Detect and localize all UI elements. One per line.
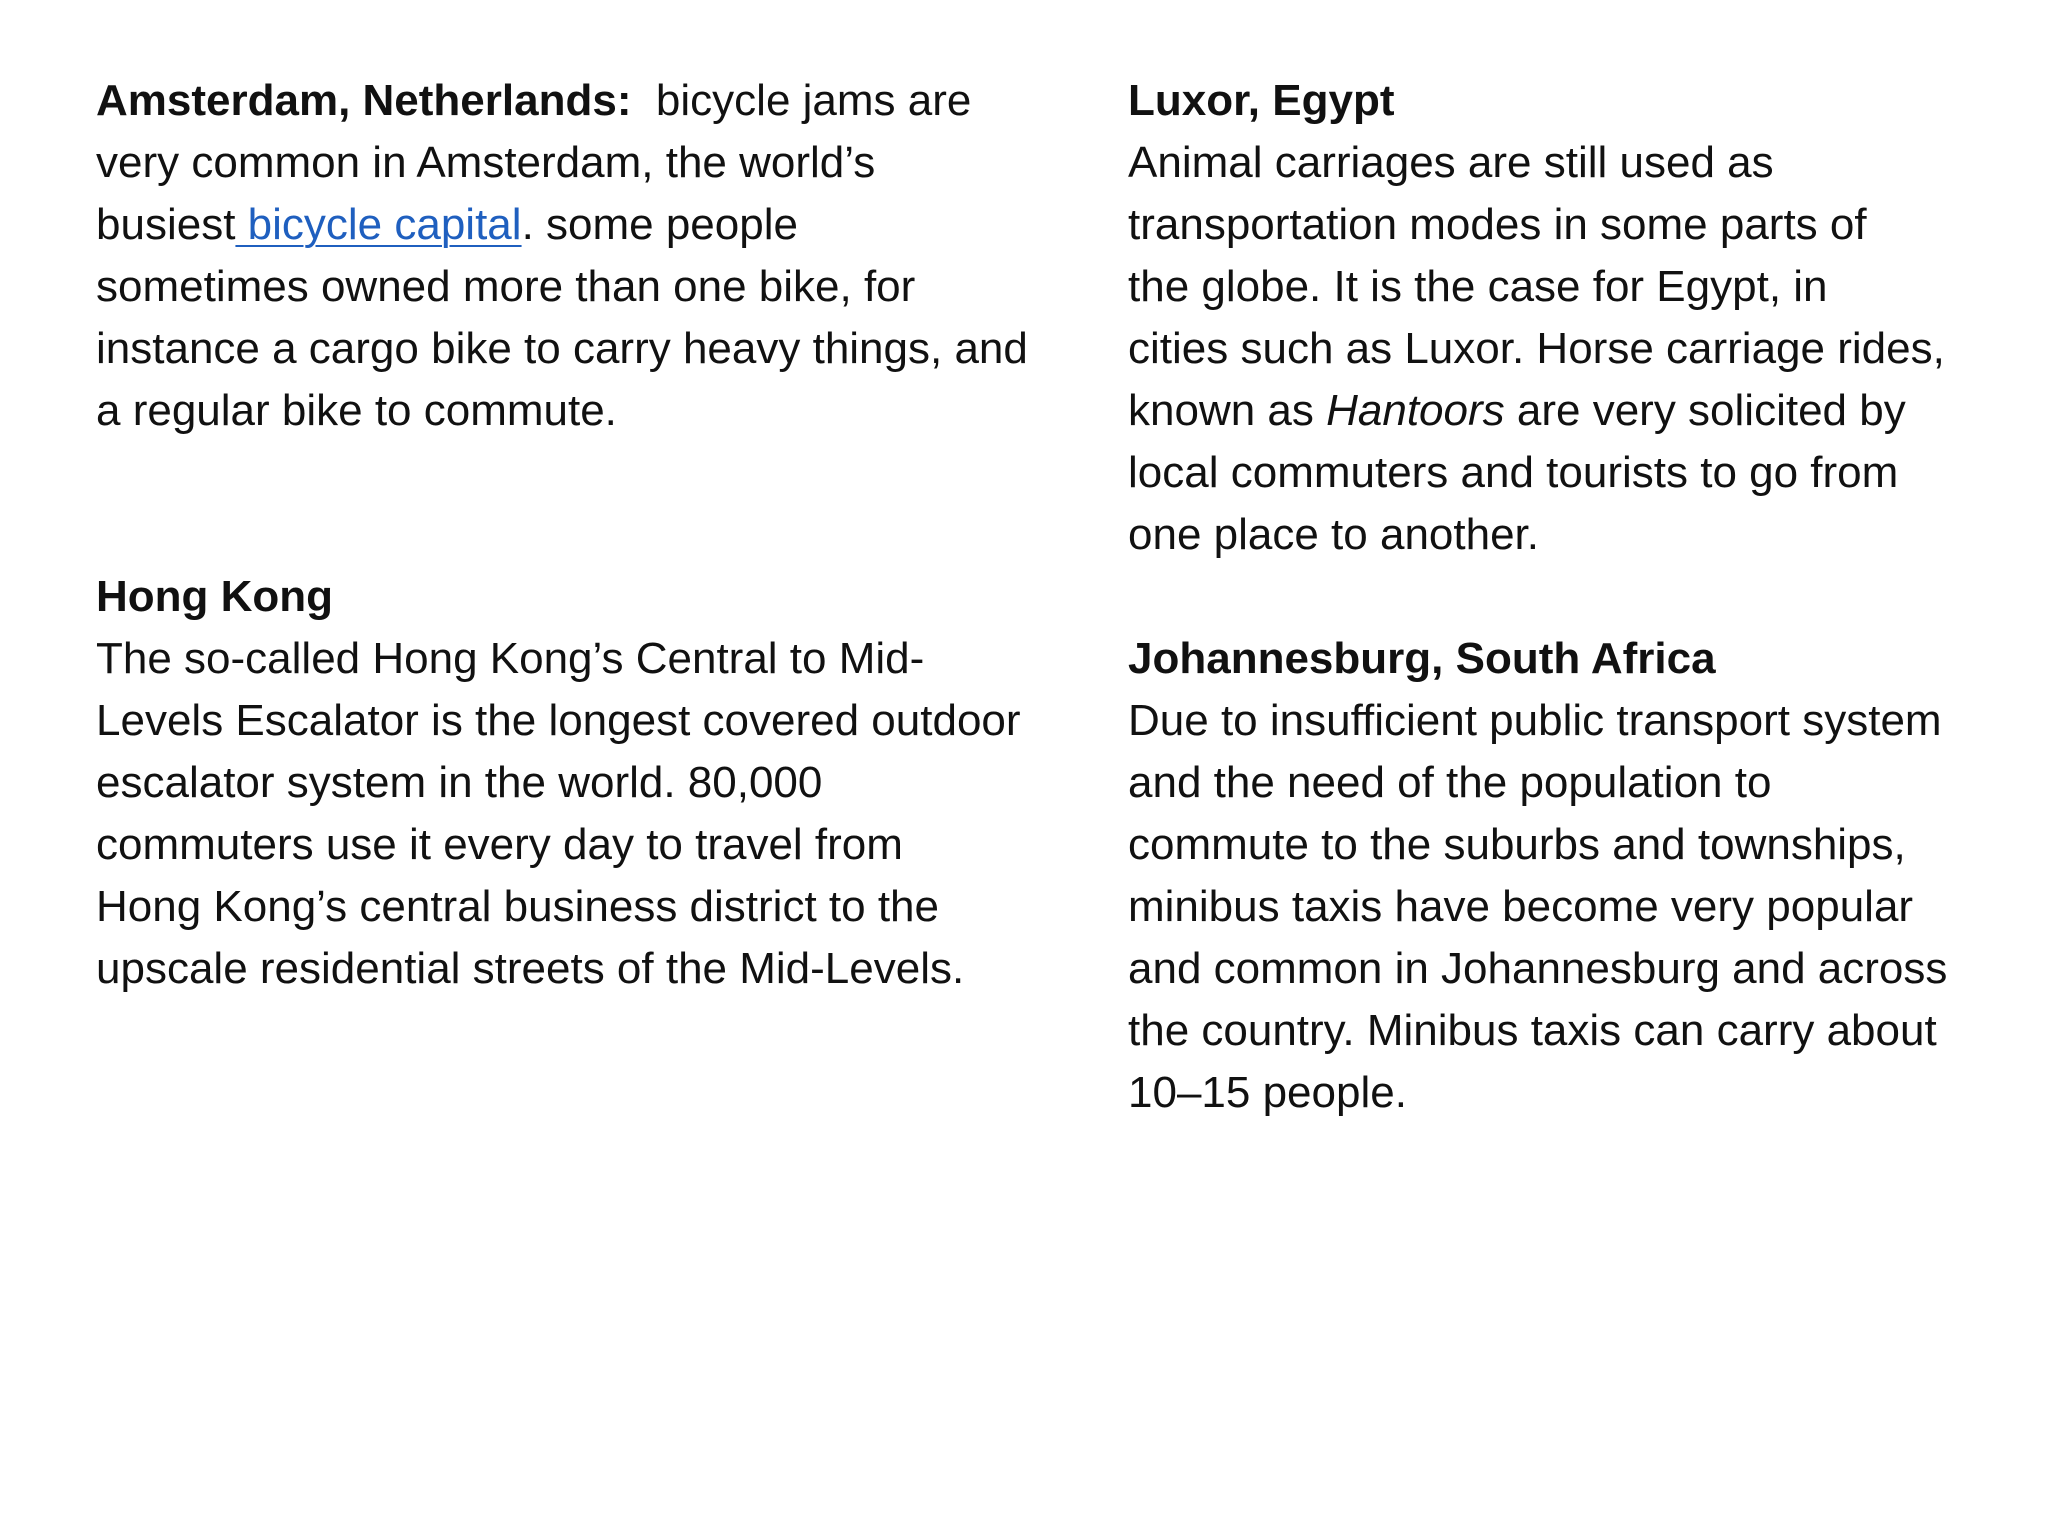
hantoors-term: Hantoors — [1326, 386, 1505, 435]
luxor-heading: Luxor, Egypt — [1128, 76, 1395, 125]
amsterdam-line-6: a regular bike to commute. — [96, 386, 617, 435]
amsterdam-line-3 — [96, 194, 1096, 256]
johannesburg-line-5: and common in Johannesburg and across — [1128, 944, 1948, 993]
amsterdam-heading: Amsterdam, Netherlands: — [96, 76, 632, 125]
amsterdam-line-5: instance a cargo bike to carry heavy things, and — [96, 324, 1028, 373]
johannesburg-line-2: and the need of the population to — [1128, 758, 1772, 807]
johannesburg-section — [1128, 628, 2038, 1124]
hongkong-heading: Hong Kong — [96, 572, 334, 621]
hongkong-line-2: Levels Escalator is the longest covered outdoor — [96, 696, 1021, 745]
amsterdam-line-3-post: . some people — [521, 200, 798, 249]
luxor-line-4: cities such as Luxor. Horse carriage rides, — [1128, 324, 1945, 373]
johannesburg-heading: Johannesburg, South Africa — [1128, 634, 1716, 683]
hongkong-line-6: upscale residential streets of the Mid-Levels. — [96, 944, 965, 993]
hongkong-line-3: escalator system in the world. 80,000 — [96, 758, 823, 807]
luxor-line-5-pre: known as — [1128, 386, 1327, 435]
luxor-line-7: one place to another. — [1128, 510, 1539, 559]
johannesburg-line-4: minibus taxis have become very popular — [1128, 882, 1914, 931]
luxor-line-3: the globe. It is the case for Egypt, in — [1128, 262, 1828, 311]
johannesburg-line-6: the country. Minibus taxis can carry about — [1128, 1006, 1937, 1055]
bicycle-capital-link[interactable]: bicycle capital — [235, 200, 522, 249]
hongkong-line-4: commuters use it every day to travel from — [96, 820, 903, 869]
amsterdam-line-4: sometimes owned more than one bike, for — [96, 262, 916, 311]
amsterdam-line-2: very common in Amsterdam, the world’s — [96, 138, 876, 187]
hongkong-line-5: Hong Kong’s central business district to the — [96, 882, 939, 931]
amsterdam-line-1 — [96, 70, 1096, 132]
hongkong-line-1: The so-called Hong Kong’s Central to Mid- — [96, 634, 925, 683]
amsterdam-line-3-pre: busiest — [96, 200, 236, 249]
luxor-line-1: Animal carriages are still used as — [1128, 138, 1774, 187]
johannesburg-line-7: 10–15 people. — [1128, 1068, 1407, 1117]
luxor-section — [1128, 70, 2038, 566]
johannesburg-line-3: commute to the suburbs and townships, — [1128, 820, 1906, 869]
amsterdam-line-1-text: bicycle jams are — [631, 76, 972, 125]
johannesburg-line-1: Due to insufficient public transport system — [1128, 696, 1942, 745]
hongkong-section — [96, 566, 1096, 1000]
luxor-line-6: local commuters and tourists to go from — [1128, 448, 1899, 497]
luxor-line-5 — [1128, 380, 2038, 442]
luxor-line-5-post: are very solicited by — [1504, 386, 1906, 435]
luxor-line-2: transportation modes in some parts of — [1128, 200, 1867, 249]
amsterdam-section — [96, 70, 1096, 442]
